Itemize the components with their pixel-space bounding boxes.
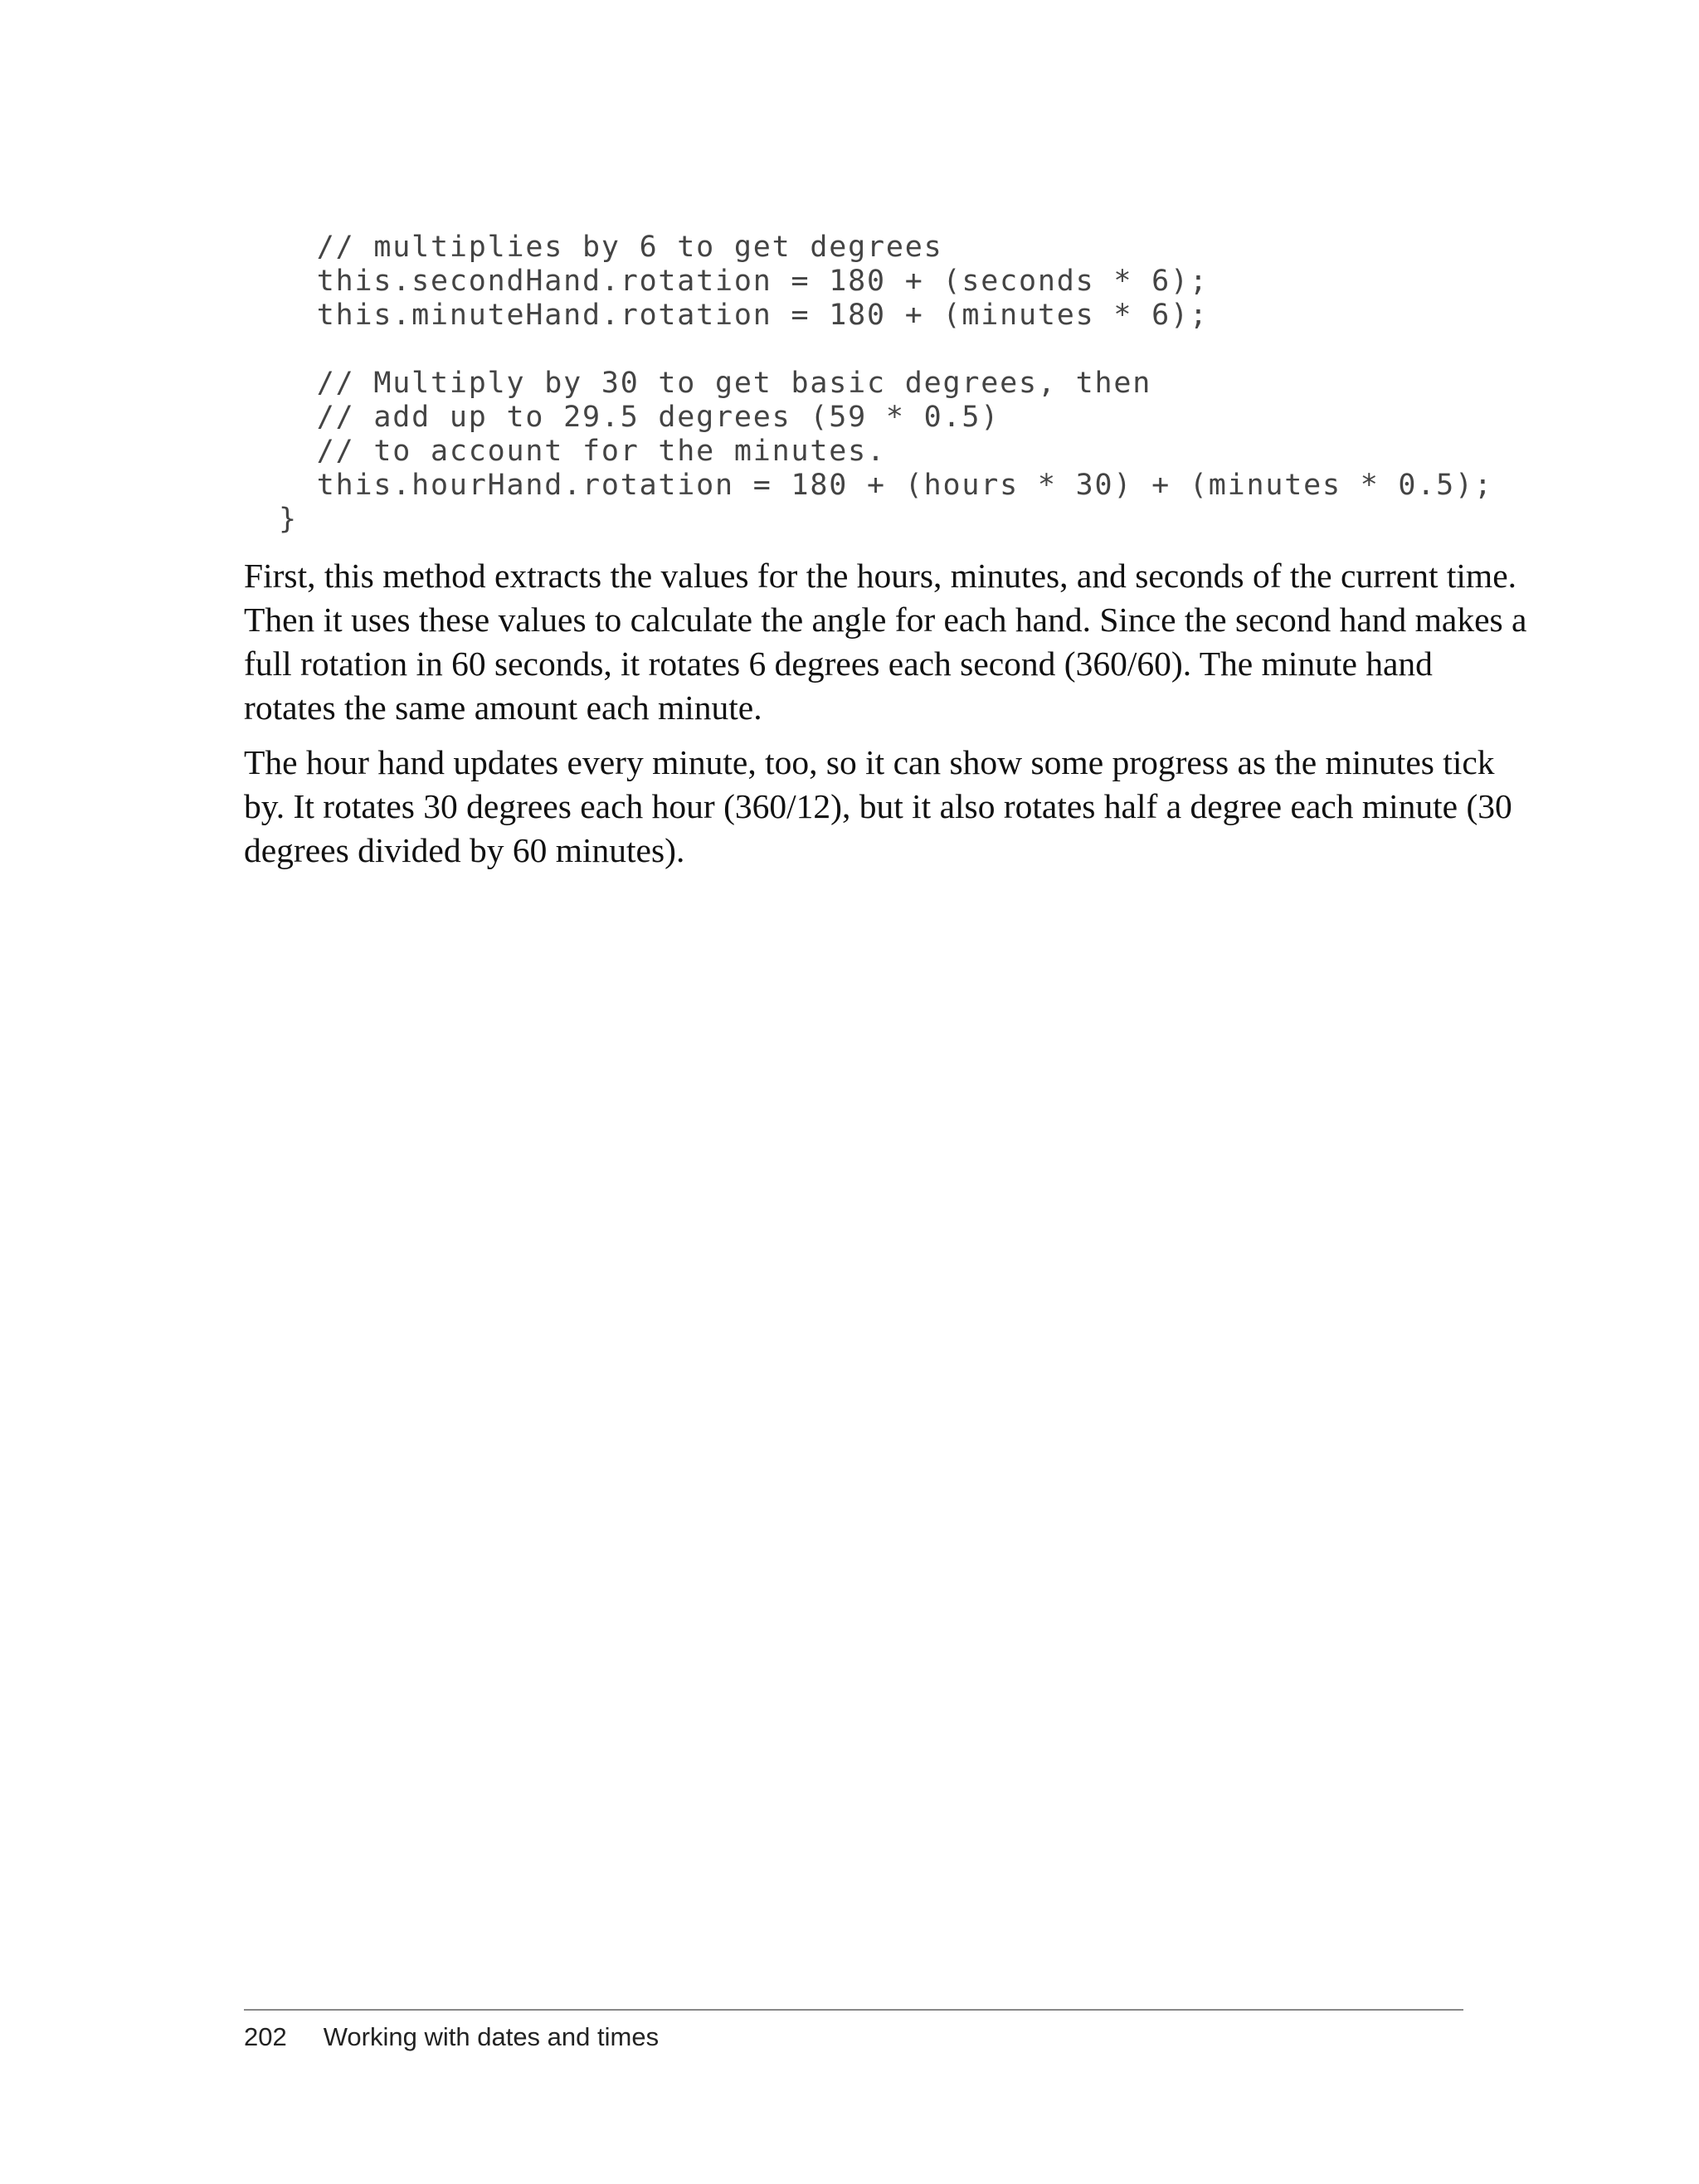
- page-number: 202: [244, 2022, 287, 2051]
- body-text: [244, 554, 1527, 883]
- code-line: this.minuteHand.rotation = 180 + (minutes * 6);: [279, 299, 1209, 332]
- text-line: degrees divided by 60 minutes).: [244, 831, 685, 869]
- footer-divider: [244, 2009, 1463, 2011]
- running-footer-title: Working with dates and times: [323, 2022, 660, 2051]
- text-line: full rotation in 60 seconds, it rotates 6 degrees each second (360/60). The minute hand: [244, 644, 1433, 683]
- code-line: this.secondHand.rotation = 180 + (seconds * 6);: [279, 265, 1209, 298]
- code-line-blank: [279, 333, 1493, 367]
- text-line: Then it uses these values to calculate the angle for each hand. Since the second hand makes a: [244, 601, 1527, 639]
- text-line: by. It rotates 30 degrees each hour (360/12), but it also rotates half a degree each minute (30: [244, 787, 1512, 825]
- text-line: The hour hand updates every minute, too, so it can show some progress as the minutes tick: [244, 743, 1495, 781]
- code-line: this.hourHand.rotation = 180 + (hours * 30) + (minutes * 0.5);: [279, 469, 1493, 502]
- code-line: // Multiply by 30 to get basic degrees, then: [279, 367, 1152, 400]
- code-line: // add up to 29.5 degrees (59 * 0.5): [279, 401, 1000, 434]
- code-line: // to account for the minutes.: [279, 435, 886, 468]
- paragraph-hour-hand: [244, 741, 1512, 873]
- code-line: // multiplies by 6 to get degrees: [279, 231, 943, 264]
- paragraph-angle-calculation: [244, 554, 1527, 730]
- code-listing: [279, 231, 1493, 537]
- code-closing-brace: }: [279, 503, 298, 536]
- text-line: First, this method extracts the values for the hours, minutes, and seconds of the current time.: [244, 557, 1517, 595]
- text-line: rotates the same amount each minute.: [244, 688, 762, 727]
- page-footer: [244, 2021, 659, 2054]
